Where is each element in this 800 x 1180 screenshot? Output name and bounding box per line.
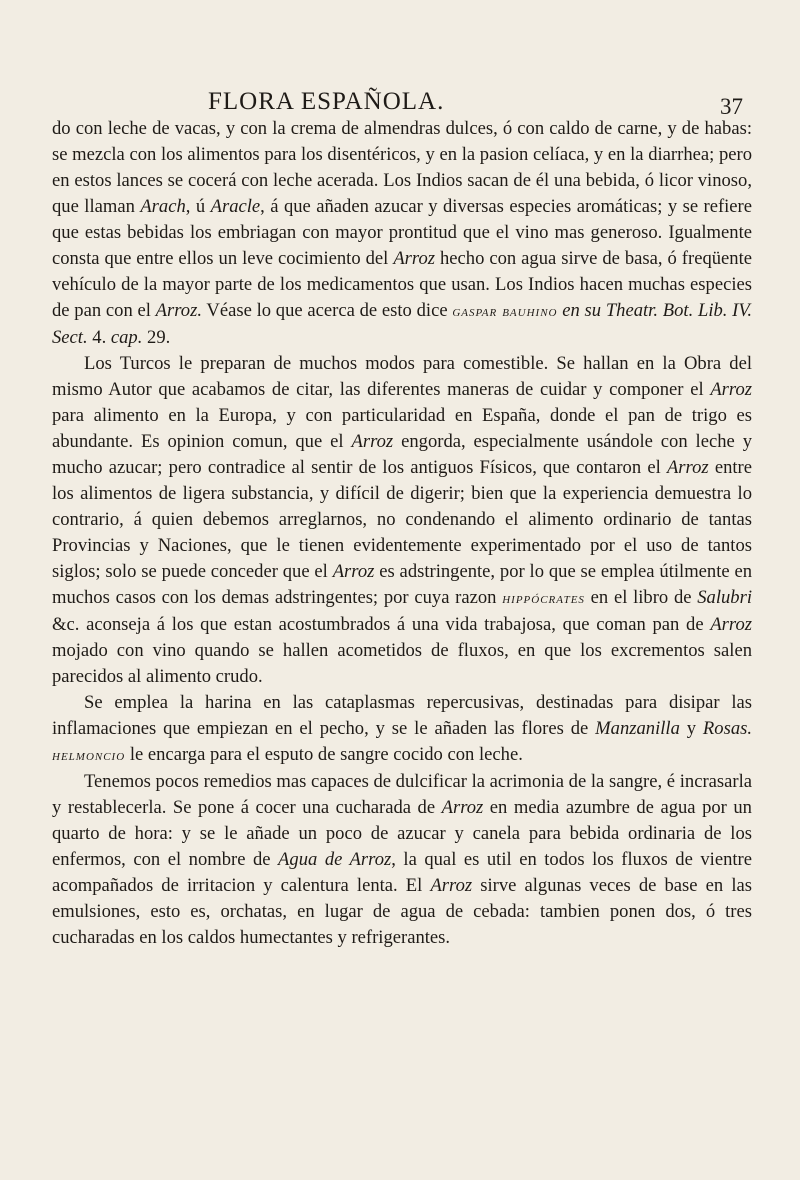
italic-run: Arroz [351, 431, 394, 452]
author-name: gaspar bauhino [452, 303, 558, 320]
body-text [52, 116, 752, 951]
text-run: 4. [87, 327, 111, 348]
text-run: entre los alimentos de ligera substancia, y difícil de digerir; bien que la experiencia demuestra lo contrario, á quien debemos arreglarnos, no condenando el alimento ordinario de tantas Provincias y Naciones, que le tienen evidentemente experimentado por el uso de tantos siglos; solo se puede conceder que el [52, 457, 752, 582]
text-run: 29. [142, 327, 171, 348]
italic-run: Arroz [332, 561, 375, 582]
text-run: hecho con agua sirve de basa, ó freqüente vehículo de la mayor parte de los medicamentos que usan. Los Indios hacen muchas especies de pan con el [52, 248, 753, 321]
author-name: hippócrates [502, 590, 585, 607]
text-run: para alimento en la Europa, y con particularidad en España, donde el pan de trigo es abundante. Es opinion comun, que el [52, 405, 752, 452]
text-run: es adstringente, por lo que se emplea útilmente en muchos casos con los demas adstringentes; por cuya razon [52, 561, 753, 608]
text-run: , la qual es util en todos los fluxos de vientre acompañados de irritacion y calentura lenta. El [52, 849, 753, 896]
text-run: Los Turcos le preparan de muchos modos para comestible. Se hallan en la Obra del mismo Autor que acabamos de citar, las diferentes maneras de cuidar y componer el [52, 353, 752, 400]
paragraph-1 [52, 116, 752, 351]
italic-run: Salubri [697, 587, 752, 608]
text-run: mojado con vino quando se hallen acometidos de fluxos, en que los excrementos salen parecidos al alimento crudo. [52, 640, 752, 687]
text-run: Véase lo que acerca de esto dice [202, 300, 453, 321]
text-run: engorda, especialmente usándole con leche y mucho azucar; pero contradice al sentir de los antiguos Físicos, que contaron el [52, 431, 752, 478]
paragraph-2 [52, 351, 752, 690]
author-name: helmoncio [52, 747, 126, 764]
italic-run: Manzanilla [595, 718, 680, 739]
text-run: Tenemos pocos remedios mas capaces de dulcificar la acrimonia de la sangre, é incrasarla y restablecerla. Se pone á cocer una cucharada de [52, 771, 752, 818]
page-number: 37 [720, 94, 743, 119]
italic-run: Arroz [710, 379, 752, 400]
italic-run: Aracle [210, 196, 261, 217]
paragraph-3 [52, 690, 752, 769]
italic-run: en su Theatr. Bot. Lib. IV. Sect. [52, 300, 752, 348]
italic-run: cap. [110, 327, 143, 348]
italic-run: Rosas. [702, 718, 752, 739]
text-run: en media azumbre de agua por un quarto de hora: y se le añade un poco de azucar y canela para bebida ordinaria de los enfermos, con el nombre de [52, 797, 752, 870]
italic-run: Arroz [666, 457, 709, 478]
paragraph-4 [52, 769, 752, 951]
text-run: en el libro de [584, 587, 698, 608]
italic-run: Arach [140, 196, 186, 217]
italic-run: Arroz [430, 875, 473, 896]
italic-run: Agua de Arroz [278, 849, 392, 870]
italic-run: Arroz [710, 614, 752, 635]
text-run: , á que añaden azucar y diversas especies aromáticas; y se refiere que estas bebidas los embriagan con mayor prontitud que el vino mas generoso. Igualmente consta que entre ellos un leve cocimiento del [52, 196, 753, 269]
text-run: sirve algunas veces de base en las emulsiones, esto es, orchatas, en lugar de agua de cebada: tambien ponen dos, ó tres cucharadas en los caldos humectantes y refrigerantes. [52, 875, 752, 948]
italic-run: Arroz. [155, 300, 202, 321]
text-run: , ú [185, 196, 211, 217]
text-run: y [679, 718, 703, 739]
text-run: le encarga para el esputo de sangre cocido con leche. [125, 744, 523, 765]
italic-run: Arroz [441, 797, 484, 818]
text-run: Se emplea la harina en las cataplasmas repercusivas, destinadas para disipar las inflamaciones que empiezan en el pecho, y se le añaden las flores de [52, 692, 752, 739]
text-run: &c. aconseja á los que estan acostumbrados á una vida trabajosa, que coman pan de [52, 614, 711, 635]
italic-run: Arroz [393, 248, 435, 269]
text-run: do con leche de vacas, y con la crema de almendras dulces, ó con caldo de carne, y de habas: se mezcla con los alimentos para los disentéricos, y en la pasion celíaca, y en la diarrhea; pero en estos lances se cocerá con leche acerada. Los Indios sacan de él una bebida, ó licor vinoso, que llaman [52, 118, 752, 217]
running-title: FLORA ESPAÑOLA. [208, 88, 445, 115]
